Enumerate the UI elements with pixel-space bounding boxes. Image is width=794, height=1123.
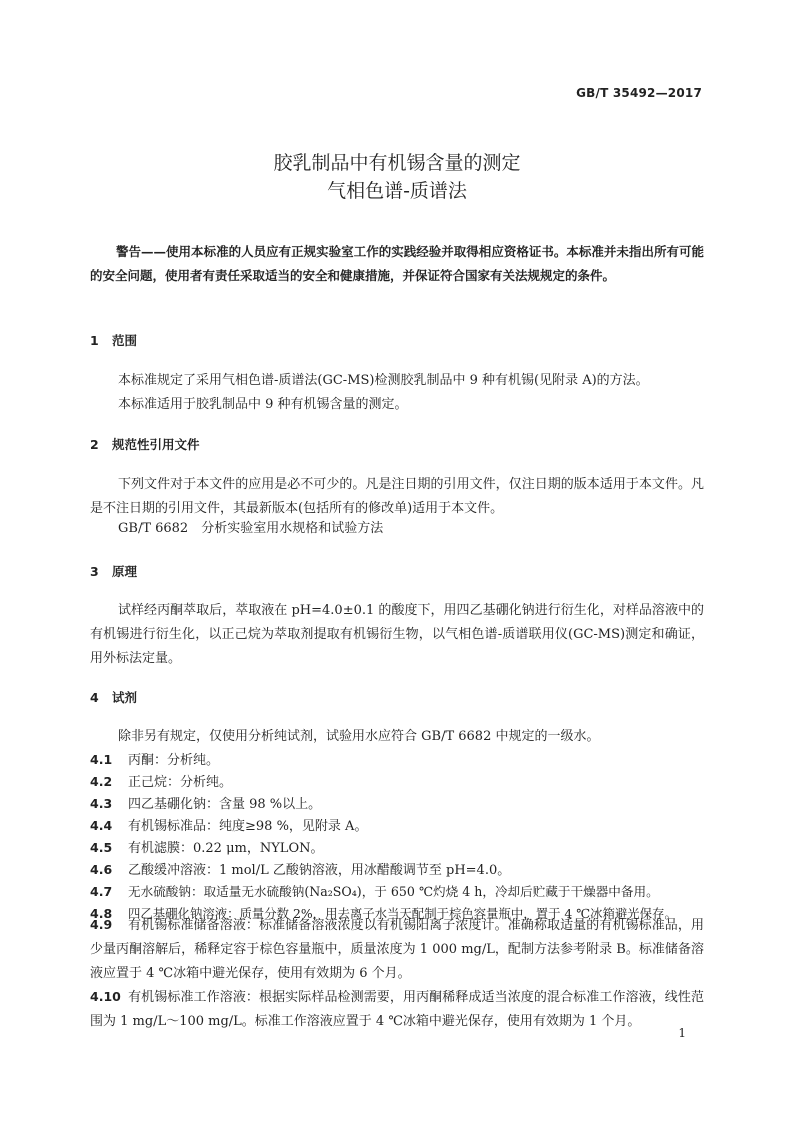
item-number: 4.7 <box>90 884 113 899</box>
item-number: 4.4 <box>90 818 113 833</box>
reagent-item <box>90 771 704 794</box>
item-text: 正己烷：分析纯。 <box>128 775 233 790</box>
item-number: 4.1 <box>90 752 113 767</box>
reagent-item <box>90 913 704 986</box>
item-number: 4.2 <box>90 774 113 789</box>
item-text: 丙酮：分析纯。 <box>128 753 220 768</box>
section-heading-3 <box>90 562 137 580</box>
item-number: 4.5 <box>90 840 113 855</box>
item-text: 有机锡标准品：纯度≥98 %，见附录 A。 <box>128 819 368 834</box>
item-text: 有机锡标准储备溶液：标准储备溶液浓度以有机锡阳离子浓度计。准确称取适量的有机锡标准品，用少量丙酮溶解后，稀释定容于棕色容量瓶中，质量浓度为 1 000 mg/L，配制方法参考附录 B。标准储备溶液应置于 4 ℃冰箱中避光保存，使用有效期为 6 个月。 <box>90 918 704 981</box>
reagent-item <box>90 837 704 860</box>
item-text: 有机锡标准工作溶液：根据实际样品检测需要，用丙酮稀释成适当浓度的混合标准工作溶液，线性范围为 1 mg/L～100 mg/L。标准工作溶液应置于 4 ℃冰箱中避光保存，使用有效期为 1 个月。 <box>90 990 704 1029</box>
item-text: 四乙基硼化钠：含量 98 %以上。 <box>128 797 322 812</box>
item-number: 4.8 <box>90 906 113 921</box>
item-text: 有机滤膜：0.22 μm，NYLON。 <box>128 841 324 856</box>
section-heading-1 <box>90 331 137 349</box>
reagent-item <box>90 985 704 1034</box>
page-number: 1 <box>678 1026 686 1040</box>
reagent-item <box>90 881 704 903</box>
section-title: 规范性引用文件 <box>112 437 200 452</box>
item-text: 无水硫酸钠：取适量无水硫酸钠(Na₂SO₄)，于 650 ℃灼烧 4 h，冷却后贮藏于干燥器中备用。 <box>128 884 659 899</box>
section-heading-2 <box>90 435 200 453</box>
paragraph: 本标准适用于胶乳制品中 9 种有机锡含量的测定。 <box>118 397 408 412</box>
section-number: 1 <box>90 333 99 348</box>
paragraph: 本标准规定了采用气相色谱-质谱法(GC-MS)检测胶乳制品中 9 种有机锡(见附录 A)的方法。 <box>118 373 649 388</box>
normative-reference: GB/T 6682 分析实验室用水规格和试验方法 <box>118 521 384 536</box>
section-title: 范围 <box>112 333 138 348</box>
reagent-item <box>90 815 704 838</box>
reagent-item <box>90 859 704 882</box>
item-text: 四乙基硼化钠溶液：质量分数 2%，用去离子水当天配制于棕色容量瓶中，置于 4 ℃冰箱避光保存。 <box>128 906 677 921</box>
paragraph: 除非另有规定，仅使用分析纯试剂，试验用水应符合 GB/T 6682 中规定的一级水。 <box>118 729 600 744</box>
document-subtitle: 气相色谱-质谱法 <box>327 180 467 202</box>
item-number: 4.3 <box>90 796 113 811</box>
reagent-item <box>90 749 704 772</box>
section-title: 试剂 <box>112 690 138 705</box>
item-text: 乙酸缓冲溶液：1 mol/L 乙酸钠溶液，用冰醋酸调节至 pH=4.0。 <box>128 863 511 878</box>
section-number: 4 <box>90 690 99 705</box>
reagent-item <box>90 793 704 816</box>
standard-code: GB/T 35492—2017 <box>576 86 702 100</box>
item-number: 4.9 <box>90 917 113 932</box>
paragraph: 下列文件对于本文件的应用是必不可少的。凡是注日期的引用文件，仅注日期的版本适用于本文件。凡是不注日期的引用文件，其最新版本(包括所有的修改单)适用于本文件。 <box>90 477 704 516</box>
section-number: 2 <box>90 437 99 452</box>
section-title: 原理 <box>112 564 138 579</box>
section-heading-4 <box>90 688 137 706</box>
document-title: 胶乳制品中有机锡含量的测定 <box>273 152 521 174</box>
item-number: 4.6 <box>90 862 113 877</box>
section-number: 3 <box>90 564 99 579</box>
warning-paragraph: 警告——使用本标准的人员应有正规实验室工作的实践经验并取得相应资格证书。本标准并未指出所有可能的安全问题，使用者有责任采取适当的安全和健康措施，并保证符合国家有关法规规定的条件。 <box>90 244 704 283</box>
item-number: 4.10 <box>90 989 121 1004</box>
paragraph: 试样经丙酮萃取后，萃取液在 pH=4.0±0.1 的酸度下，用四乙基硼化钠进行衍生化，对样品溶液中的有机锡进行衍生化，以正己烷为萃取剂提取有机锡衍生物，以气相色谱-质谱联用仪(GC-MS)测定和确证，用外标法定量。 <box>90 603 704 666</box>
